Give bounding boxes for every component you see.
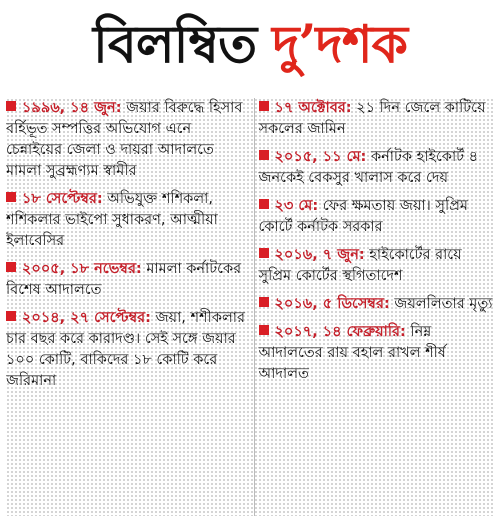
entry-text: নিম্ন আদালতের রায় বহাল রাখল শীর্ষ আদালত — [258, 324, 446, 382]
entry-text: মামলা কর্নাটকের বিশেষ আদালতে — [6, 261, 242, 298]
headline-part-2: দু’দশক — [272, 14, 407, 75]
red-square-bullet-icon — [6, 311, 16, 321]
timeline-entry — [259, 196, 495, 238]
entry-text: জয়া, শশীকলার চার বছর করে কারাদণ্ড। সেই সঙ্গে জয়ার ১০০ কোটি, বাকিদের ১৮ কোটি করে জরিমানা — [6, 310, 245, 389]
timeline-entry — [259, 147, 495, 189]
entry-date: ২০১৭, ১৪ ফেব্রুয়ারি: — [274, 324, 406, 340]
entry-text: হাইকোর্টের রায়ে সুপ্রিম কোর্টের স্থগিতাদেশ — [258, 247, 462, 284]
timeline-entry — [259, 245, 495, 287]
timeline-entry — [6, 189, 248, 252]
entry-text: অভিযুক্ত শশিকলা, শশিকলার ভাইপো সুধাকরণ, আত্মীয়া ইলাবেসির — [6, 191, 218, 249]
timeline-entry — [6, 308, 248, 392]
red-square-bullet-icon — [259, 297, 269, 307]
timeline-entry — [259, 294, 495, 315]
red-square-bullet-icon — [259, 101, 269, 111]
red-square-bullet-icon — [6, 101, 16, 111]
red-square-bullet-icon — [259, 325, 269, 335]
entry-text: কর্নাটক হাইকোর্ট ৪ জনকেই বেকসুর খালাস করে দেয় — [258, 149, 479, 186]
entry-text: ২১ দিন জেলে কাটিয়ে সকলের জামিন — [258, 100, 486, 137]
entry-date: ১৮ সেপ্টেম্বর: — [22, 191, 103, 207]
entry-date: ২০১৪, ২৭ সেপ্টেম্বর: — [22, 310, 151, 326]
timeline-entry — [6, 259, 248, 301]
red-square-bullet-icon — [6, 192, 16, 202]
entry-text: জয়ার বিরুদ্ধে হিসাব বর্হিভূত সম্পত্তির অভিযোগ এনে চেন্নাইয়ের জেলা ও দায়রা আদালতে মামলা সুব্রহ্মণ্যম স্বামীর — [6, 100, 243, 179]
entry-date: ২০০৫, ১৮ নভেম্বর: — [22, 261, 142, 277]
entry-date: ২০১৬, ৭ জুন: — [274, 247, 365, 263]
timeline-entry — [259, 98, 495, 140]
timeline-entry — [259, 322, 495, 385]
entry-date: ১৭ অক্টোবর: — [274, 100, 352, 116]
headline-part-1: বিলম্বিত — [93, 14, 257, 75]
entry-text: ফের ক্ষমতায় জয়া। সুপ্রিম কোর্টে কর্নাটক সরকার — [258, 198, 468, 235]
entry-date: ১৯৯৬, ১৪ জুন: — [22, 100, 122, 116]
red-square-bullet-icon — [259, 150, 269, 160]
timeline-right-column — [255, 98, 495, 516]
timeline-left-column — [6, 98, 254, 516]
timeline — [6, 98, 494, 516]
red-square-bullet-icon — [6, 262, 16, 272]
entry-date: ২০১৫, ১১ মে: — [274, 149, 367, 165]
red-square-bullet-icon — [259, 248, 269, 258]
entry-date: ২০১৬, ৫ ডিসেম্বর: — [274, 296, 390, 312]
red-square-bullet-icon — [259, 199, 269, 209]
headline — [0, 0, 500, 90]
entry-date: ২৩ মে: — [274, 198, 319, 214]
entry-text: জয়ললিতার মৃত্যু — [389, 296, 493, 312]
timeline-entry — [6, 98, 248, 182]
